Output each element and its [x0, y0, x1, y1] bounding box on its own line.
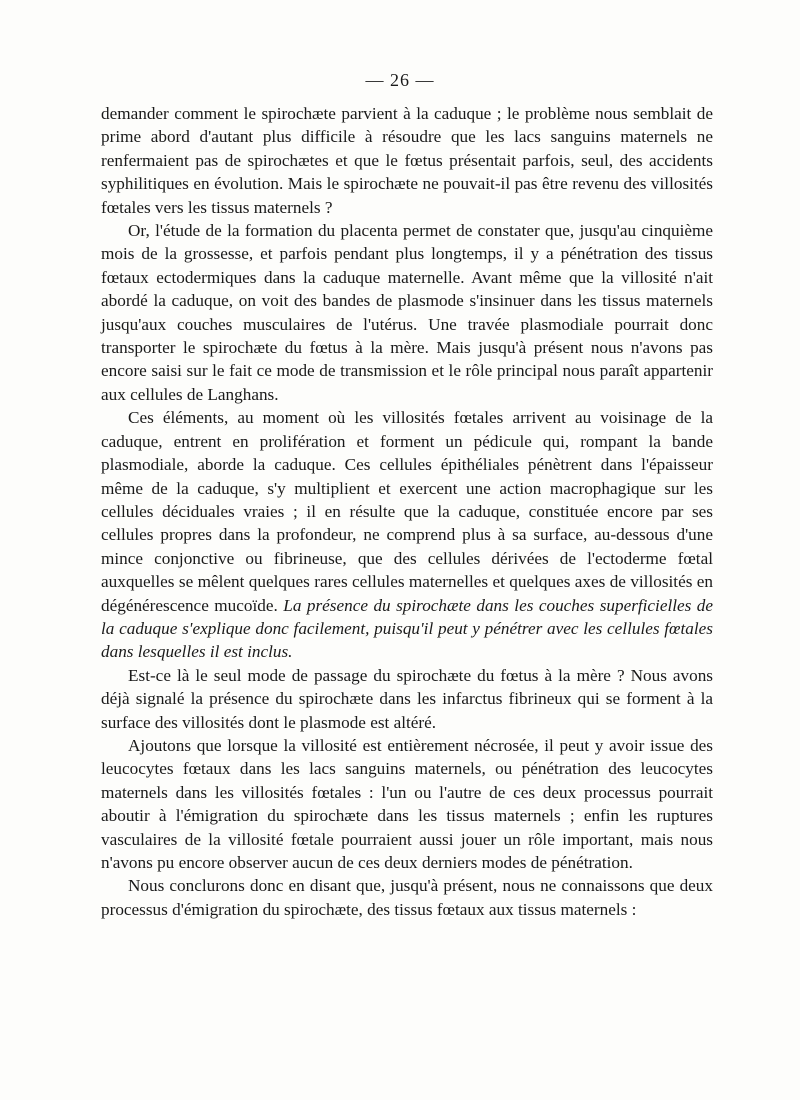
paragraph-1: demander comment le spirochæte parvient à la caduque ; le problème nous semblait de prime abord d'autant plus difficile à résoudre que les lacs sanguins maternels ne renfermaient pas de spirochætes et que le fœtus présentait parfois, seul, des accidents syphilitiques en évolution. Mais le spirochæte ne pouvait-il pas être revenu des villosités fœtales vers les tissus maternels ? — [101, 104, 713, 217]
paragraph-3 — [101, 406, 713, 663]
paragraph-6: Nous conclurons donc en disant que, jusqu'à présent, nous ne connaissons que deux processus d'émigration du spirochæte, des tissus fœtaux aux tissus maternels : — [101, 876, 713, 919]
paragraph-2: Or, l'étude de la formation du placenta permet de constater que, jusqu'au cinquième mois de la grossesse, et parfois pendant plus longtemps, il y a pénétration des tissus fœtaux ectodermiques dans la caduque maternelle. Avant même que la villosité n'ait abordé la caduque, on voit des bandes de plasmode s'insinuer dans les tissus maternels jusqu'aux couches musculaires de l'utérus. Une travée plasmodiale pourrait donc transporter le spirochæte du fœtus à la mère. Mais jusqu'à présent nous n'avons pas encore saisi sur le fait ce mode de transmission et le rôle principal nous paraît appartenir aux cellules de Langhans. — [101, 221, 713, 404]
page-number: — 26 — — [365, 70, 435, 90]
paragraph-3-italic: La présence du spirochæte dans les couches superficielles de la caduque s'explique donc facilement, puisqu'il peut y pénétrer avec les cellules fœtales dans lesquelles il est inclus. — [101, 595, 714, 662]
paragraph-5: Ajoutons que lorsque la villosité est entièrement nécrosée, il peut y avoir issue des leucocytes fœtaux dans les lacs sanguins maternels, ou pénétration des leucocytes maternels dans les villosités fœtales : l'un ou l'autre de ces deux processus pourrait aboutir à l'émigration du spirochæte dans les tissus maternels ; enfin les ruptures vasculaires de la villosité fœtale pourraient aussi jouer un rôle important, mais nous n'avons pu encore observer aucun de ces deux derniers modes de pénétration. — [101, 735, 713, 872]
paragraph-3-roman: Ces éléments, au moment où les villosités fœtales arrivent au voisinage de la caduque, entrent en prolifération et forment un pédicule qui, rompant la bande plasmodiale, aborde la caduque. Ces cellules épithéliales pénètrent dans l'épaisseur même de la caduque, s'y multiplient et exercent une action macrophagique sur les cellules déciduales vraies ; il en résulte que la caduque, constituée encore par ses cellules propres dans la profondeur, ne comprend plus à sa surface, au-dessous d'une mince conjonctive ou fibrineuse, que des cellules dérivées de l'ectoderme fœtal auxquelles se mêlent quelques rares cellules maternelles et quelques axes de villosités en dégénérescence mucoïde. — [101, 408, 713, 615]
body-text — [101, 102, 713, 921]
paragraph-4: Est-ce là le seul mode de passage du spirochæte du fœtus à la mère ? Nous avons déjà signalé la présence du spirochæte dans les infarctus fibrineux qui se forment à la surface des villosités dont le plasmode est altéré. — [101, 665, 713, 732]
